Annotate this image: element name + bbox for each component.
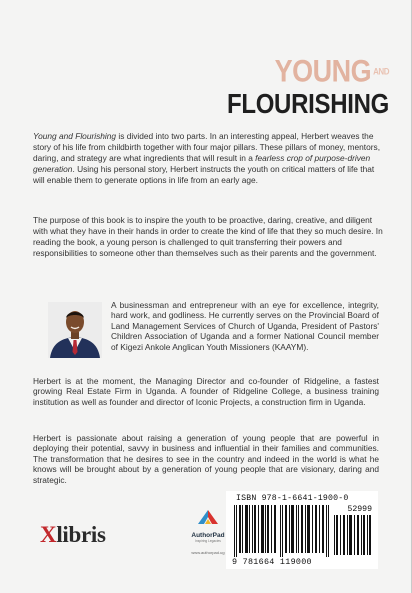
blurb-book-title: Young and Flourishing (33, 131, 117, 141)
authorpad-logo (178, 508, 238, 555)
authorpad-mark-icon (195, 508, 221, 526)
title-and: AND (373, 66, 389, 77)
blurb-paragraph-1 (33, 131, 383, 186)
barcode-addon-bars (334, 515, 372, 555)
xlibris-x: X (40, 522, 57, 547)
author-bio-3: Herbert is passionate about raising a generation of young people that are powerful in deploying their potential, savvy in business and influential in their families and communities. The transformation that he desires to see in the country and indeed in the world is what he knows will be brought about by a generation of young people that are visionary, daring and strategic. (33, 433, 379, 485)
author-photo (48, 302, 102, 358)
author-bio-1: A businessman and entrepreneur with an eye for excellence, integrity, hard work, and godliness. He currently serves on the Provincial Board of Land Management Services of Church of Uganda, President of Pastors' Children Association of Uganda and a former National Council member of Kigezi Ankole Anglican Youth Missioners (KAAYM). (111, 300, 379, 352)
isbn-number: ISBN 978-1-6641-1900-0 (236, 494, 349, 503)
blurb-text-b: . Using his personal story, Herbert instructs the youth on critical matters of life that will enable them to generate options in life from an early age. (33, 164, 375, 185)
authorpad-url: www.authorpad.ug (191, 550, 225, 555)
book-title (189, 53, 389, 120)
xlibris-logo (40, 522, 106, 548)
price-code: 52999 (347, 505, 372, 514)
authorpad-name: AuthorPad (191, 532, 225, 539)
isbn-barcode (226, 491, 378, 569)
barcode-digits: 9 781664 119000 (232, 557, 312, 567)
blurb-paragraph-2: The purpose of this book is to inspire the youth to be proactive, daring, creative, and diligent with what they have in their hands in order to create the kind of life that they so much desire. In reading the book, a young person is challenged to quit transferring their powers and responsibilities to someone other than themselves such as their parents and the government. (33, 215, 383, 258)
blurb-text-a: is divided into two parts. In an interesting appeal, Herbert weaves the story of his life from childbirth together with four major pillars. These pillars of money, mentors, daring, and strategy are what ingredients that will result in a (33, 131, 381, 163)
blurb-emphasis: fearless crop of purpose-driven generation (33, 153, 371, 174)
barcode-main-bars (234, 505, 330, 557)
xlibris-text: libris (56, 522, 106, 547)
title-flourishing: FLOURISHING (226, 88, 389, 120)
title-young: YOUNG AND (274, 53, 389, 89)
author-bio-2: Herbert is at the moment, the Managing Director and co-founder of Ridgeline, a fastest growing Real Estate Firm in Uganda. A founder of Ridgeline College, a business training institution as well as founder and director of Iconic Projects, a construction firm in Uganda. (33, 376, 379, 407)
authorpad-tagline: Inspiring Legacies (195, 539, 221, 543)
